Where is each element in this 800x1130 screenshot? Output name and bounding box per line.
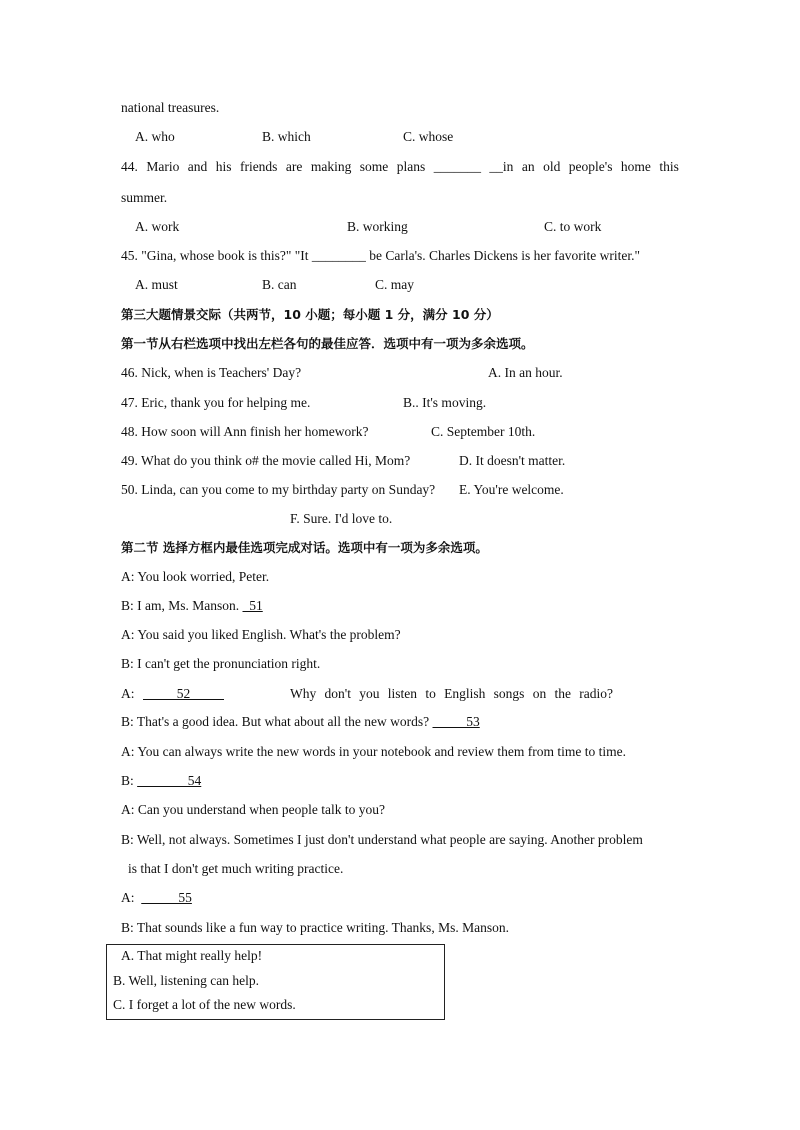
q44-word: home xyxy=(620,159,651,174)
dialog-word: on xyxy=(532,686,547,701)
dialog-line: A: You can always write the new words in your notebook and review them from time to time. xyxy=(121,744,627,759)
match-question-50: 50. Linda, can you come to my birthday party on Sunday? xyxy=(121,482,436,497)
dialog-line xyxy=(121,597,263,615)
q44-blank: _______ xyxy=(433,159,481,174)
dialog-line: B: Well, not always. Sometimes I just don't understand what people are saying. Another problem xyxy=(121,832,643,847)
dialog-line: A: You said you liked English. What's the problem? xyxy=(121,627,401,642)
q44-word: this xyxy=(659,159,679,174)
match-answer-b: B.. It's moving. xyxy=(403,395,487,410)
dialog-word: Why xyxy=(290,686,317,701)
dialog-word: the xyxy=(554,686,571,701)
dialog-word: to xyxy=(425,686,436,701)
q44-word: old xyxy=(543,159,561,174)
dialog-speaker: A: xyxy=(121,686,135,701)
q43-option-b: B. which xyxy=(262,129,311,144)
match-answer-c: C. September 10th. xyxy=(431,424,536,439)
q44-word: Mario xyxy=(146,159,180,174)
q45-option-b: B. can xyxy=(262,277,297,292)
q44-option-b: B. working xyxy=(347,219,408,234)
dialog-speaker-text: A: xyxy=(121,890,142,905)
dialog-word: don't xyxy=(324,686,351,701)
q45-option-a: A. must xyxy=(135,277,178,292)
q44-option-a: A. work xyxy=(135,219,180,234)
q44-word: an xyxy=(521,159,535,174)
dialog-word: you xyxy=(359,686,380,701)
match-question-46: 46. Nick, when is Teachers' Day? xyxy=(121,365,302,380)
dialog-speaker-text: B: xyxy=(121,773,138,788)
q43-option-a: A. who xyxy=(135,129,175,144)
q44-word: people's xyxy=(568,159,613,174)
q44-word: are xyxy=(285,159,303,174)
q44-continuation: summer. xyxy=(121,190,168,205)
dialog-word: songs xyxy=(493,686,525,701)
section2-heading: 第二节 选择方框内最佳选项完成对话。选项中有一项为多余选项。 xyxy=(121,540,488,555)
dialog-line: A: Can you understand when people talk to you? xyxy=(121,802,385,817)
match-answer-e: E. You're welcome. xyxy=(459,482,564,497)
dialog-line xyxy=(121,713,480,731)
match-question-48: 48. How soon will Ann finish her homework? xyxy=(121,424,369,439)
dialog-word: listen xyxy=(387,686,418,701)
dialog-word: radio? xyxy=(579,686,613,701)
q44-word: friends xyxy=(239,159,278,174)
blank-51: 51 xyxy=(242,598,263,613)
q44-option-c: C. to work xyxy=(544,219,602,234)
q45-stem: 45. "Gina, whose book is this?" "It ________ be Carla's. Charles Dickens is her favorite writer." xyxy=(121,248,640,263)
q45-option-c: C. may xyxy=(375,277,414,292)
blank-54: 54 xyxy=(137,773,202,788)
blank-52: 52 xyxy=(143,686,224,701)
dialog-word: English xyxy=(444,686,486,701)
q44-word: some xyxy=(359,159,389,174)
q44-word: 44. xyxy=(121,159,138,174)
option-c: C. I forget a lot of the new words. xyxy=(113,997,296,1012)
dialog-speaker-text: B: I am, Ms. Manson. xyxy=(121,598,243,613)
dialog-line: is that I don't get much writing practice. xyxy=(128,861,344,876)
dialog-line xyxy=(121,772,201,790)
match-answer-d: D. It doesn't matter. xyxy=(459,453,566,468)
q44-word: plans xyxy=(396,159,426,174)
match-question-49: 49. What do you think o# the movie called Hi, Mom? xyxy=(121,453,411,468)
part3-heading: 第三大题情景交际（共两节，10 小题；每小题 1 分，满分 10 分） xyxy=(121,307,499,322)
q44-stem xyxy=(121,158,679,176)
dialog-line: B: That sounds like a fun way to practice writing. Thanks, Ms. Manson. xyxy=(121,920,509,935)
option-a: A. That might really help! xyxy=(121,948,263,963)
blank-53: 53 xyxy=(432,714,480,729)
dialog-line-52-text xyxy=(290,685,613,703)
dialog-speaker-text: B: That's a good idea. But what about all the new words? xyxy=(121,714,433,729)
match-answer-a: A. In an hour. xyxy=(488,365,563,380)
q43-option-c: C. whose xyxy=(403,129,454,144)
q44-word: __in xyxy=(489,159,514,174)
match-question-47: 47. Eric, thank you for helping me. xyxy=(121,395,311,410)
blank-55: 55 xyxy=(141,890,192,905)
section1-heading: 第一节从右栏选项中找出左栏各句的最佳应答．选项中有一项为多余选项。 xyxy=(121,336,534,351)
dialog-line: B: I can't get the pronunciation right. xyxy=(121,656,321,671)
q43-continuation: national treasures. xyxy=(121,100,220,115)
dialog-line xyxy=(121,889,192,907)
option-b: B. Well, listening can help. xyxy=(113,973,260,988)
q44-word: and xyxy=(187,159,208,174)
q44-word: his xyxy=(215,159,232,174)
dialog-line: A: You look worried, Peter. xyxy=(121,569,270,584)
q44-word: making xyxy=(310,159,352,174)
match-answer-f: F. Sure. I'd love to. xyxy=(290,511,393,526)
